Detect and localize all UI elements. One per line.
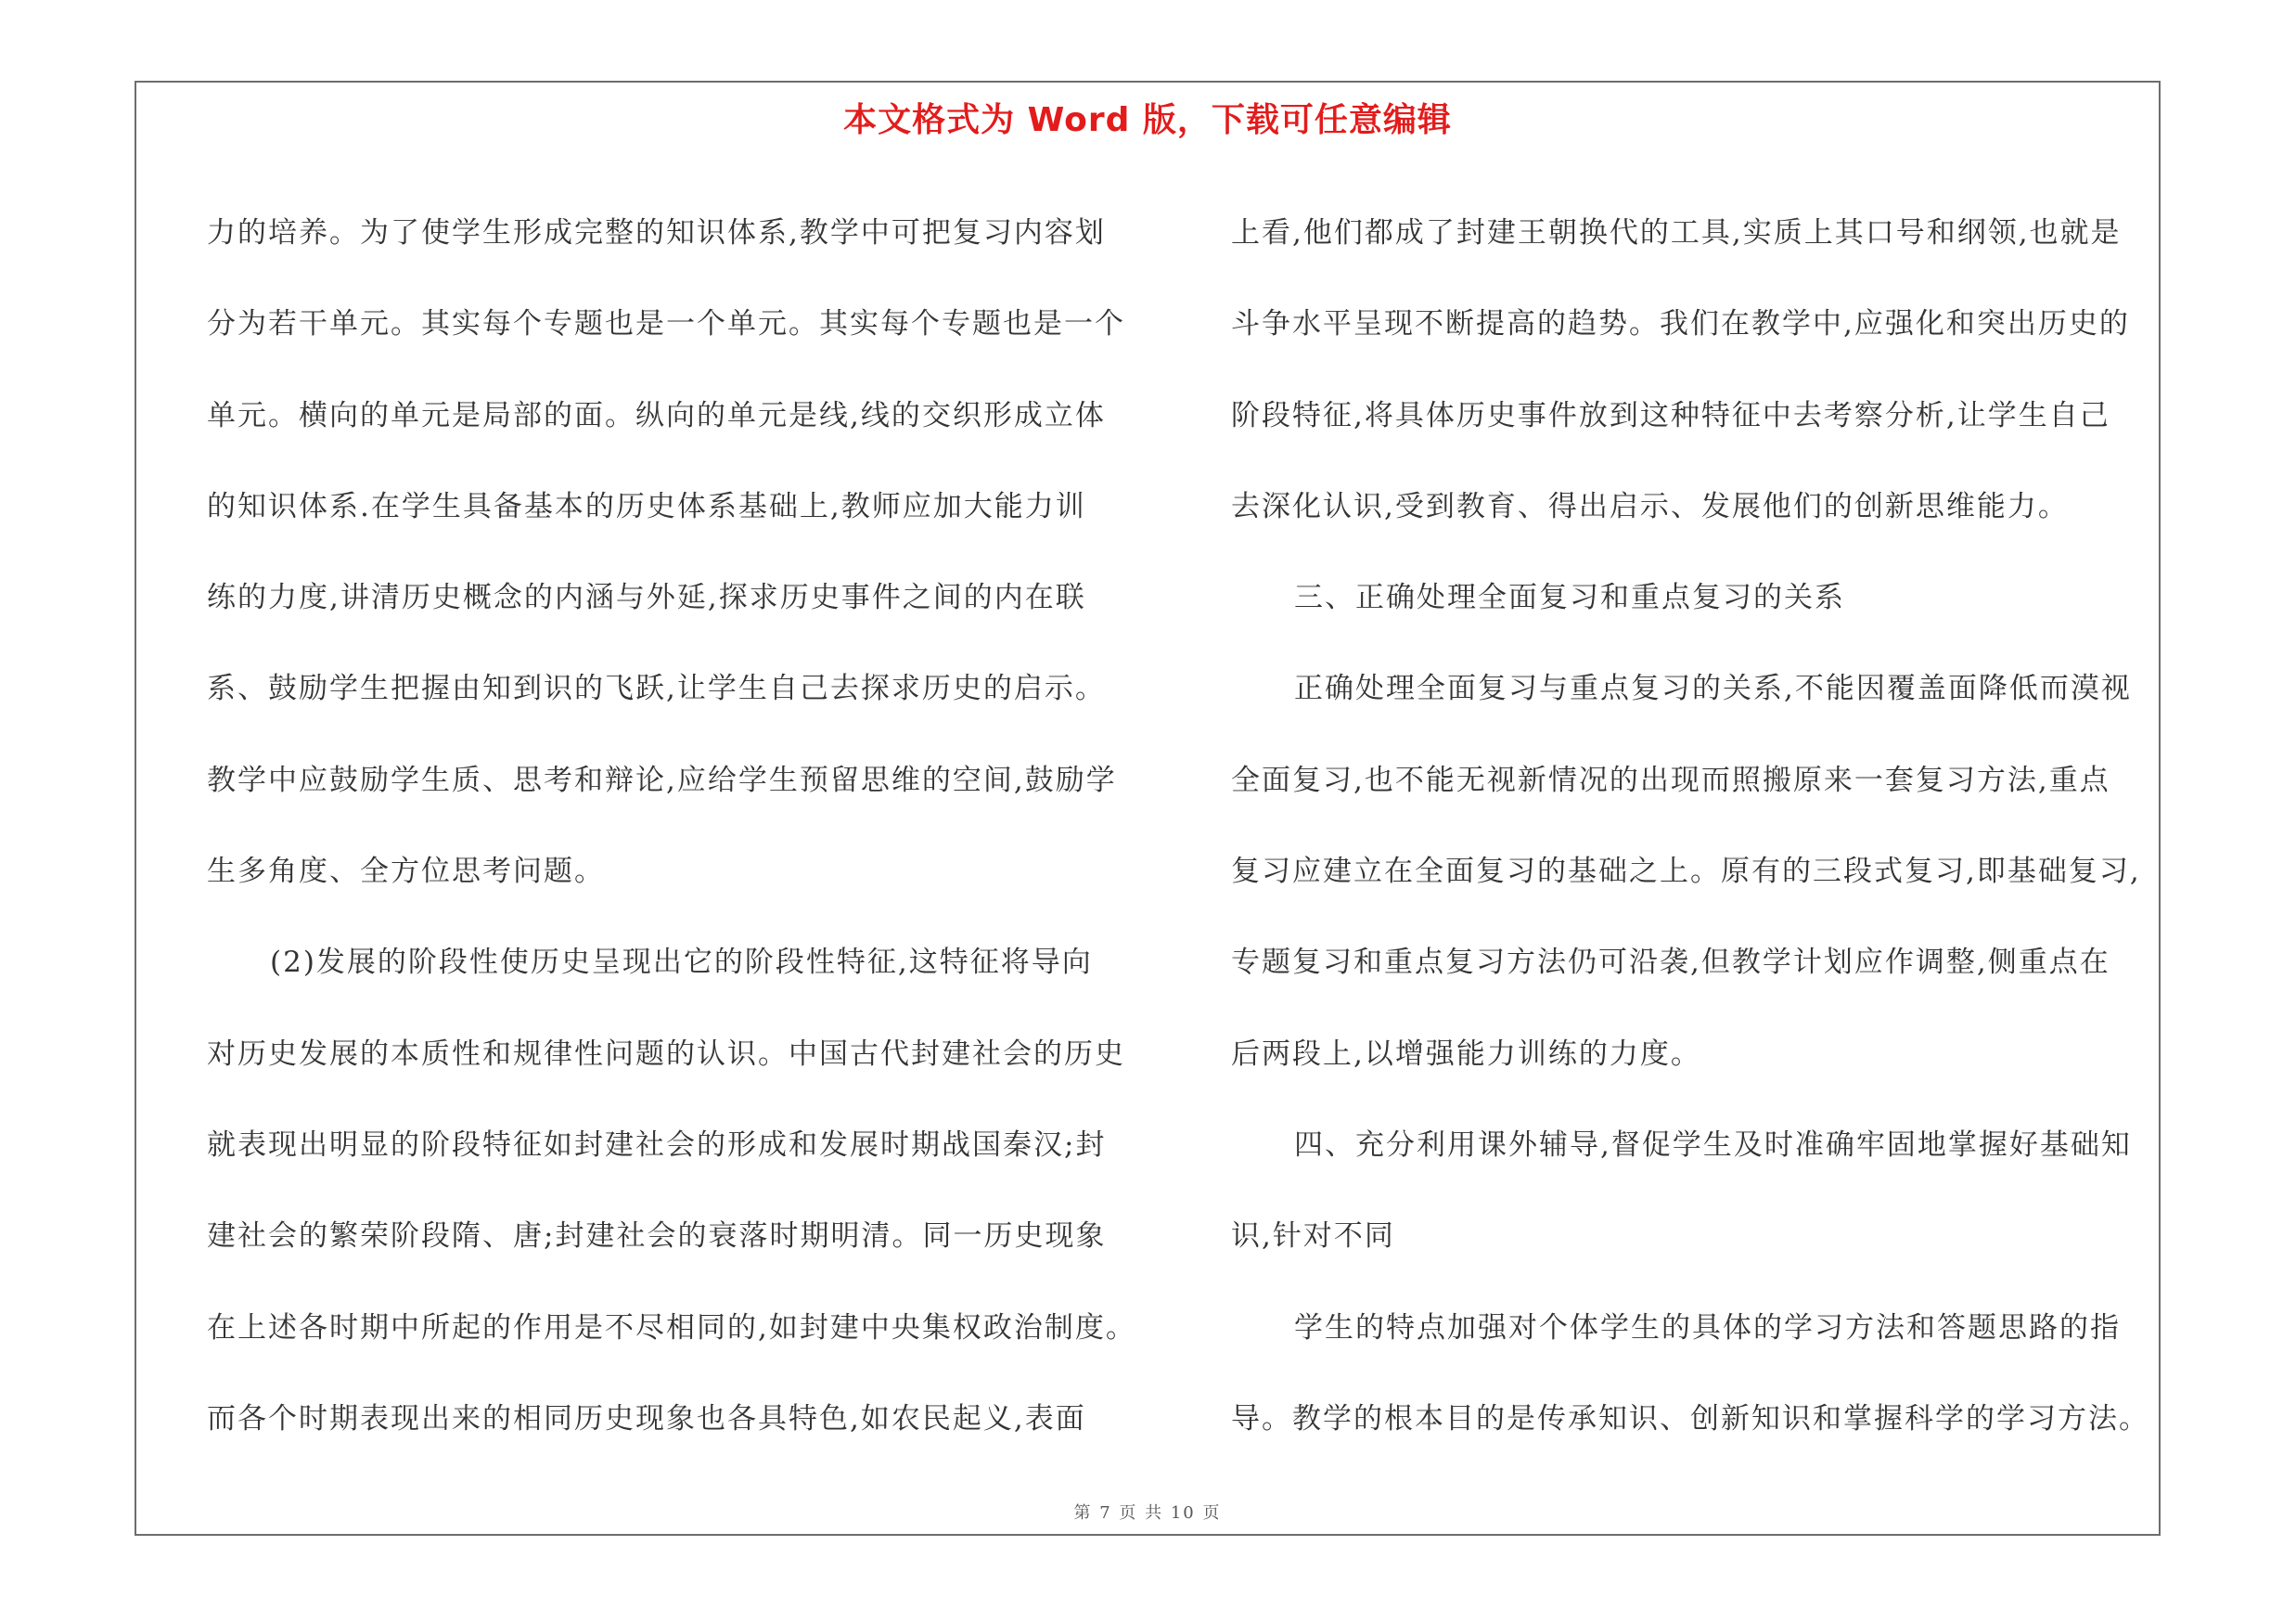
format-banner: 本文格式为 Word 版，下载可任意编辑 bbox=[843, 101, 1452, 139]
text-line: 后两段上,以增强能力训练的力度。 bbox=[1231, 1037, 1701, 1071]
text-line: 学生的特点加强对个体学生的具体的学习方法和答题思路的指 bbox=[1294, 1310, 2121, 1345]
text-line: 四、充分利用课外辅导,督促学生及时准确牢固地掌握好基础知 bbox=[1294, 1127, 2132, 1162]
text-line: 教学中应鼓励学生质、思考和辩论,应给学生预留思维的空间,鼓励学 bbox=[207, 763, 1117, 797]
text-line: 而各个时期表现出来的相同历史现象也各具特色,如农民起义,表面 bbox=[207, 1401, 1086, 1436]
text-line: 全面复习,也不能无视新情况的出现而照搬原来一套复习方法,重点 bbox=[1231, 763, 2110, 797]
page-footer: 第 7 页 共 10 页 bbox=[1073, 1503, 1222, 1523]
text-line: 对历史发展的本质性和规律性问题的认识。中国古代封建社会的历史 bbox=[207, 1037, 1125, 1071]
text-line: 专题复习和重点复习方法仍可沿袭,但教学计划应作调整,侧重点在 bbox=[1231, 946, 2110, 980]
text-line: 去深化认识,受到教育、得出启示、发展他们的创新思维能力。 bbox=[1231, 489, 2069, 523]
page-frame bbox=[135, 81, 2161, 1536]
text-line: 练的力度,讲清历史概念的内涵与外延,探求历史事件之间的内在联 bbox=[207, 581, 1086, 615]
text-line: 在上述各时期中所起的作用是不尽相同的,如封建中央集权政治制度。 bbox=[207, 1310, 1136, 1345]
text-line: 阶段特征,将具体历史事件放到这种特征中去考察分析,让学生自己 bbox=[1231, 398, 2110, 432]
text-line: 导。教学的根本目的是传承知识、创新知识和掌握科学的学习方法。 bbox=[1231, 1401, 2149, 1436]
text-line: 单元。横向的单元是局部的面。纵向的单元是线,线的交织形成立体 bbox=[207, 398, 1106, 432]
text-line: (2)发展的阶段性使历史呈现出它的阶段性特征,这特征将导向 bbox=[270, 946, 1093, 980]
right-column bbox=[1231, 187, 2159, 1464]
text-line: 力的培养。为了使学生形成完整的知识体系,教学中可把复习内容划 bbox=[207, 216, 1106, 250]
text-line: 生多角度、全方位思考问题。 bbox=[207, 855, 605, 889]
left-column bbox=[207, 187, 1172, 1464]
text-line: 就表现出明显的阶段特征如封建社会的形成和发展时期战国秦汉;封 bbox=[207, 1127, 1107, 1162]
text-line: 三、正确处理全面复习和重点复习的关系 bbox=[1294, 581, 1845, 615]
text-line: 的知识体系.在学生具备基本的历史体系基础上,教师应加大能力训 bbox=[207, 489, 1086, 523]
text-line: 系、鼓励学生把握由知到识的飞跃,让学生自己去探求历史的启示。 bbox=[207, 672, 1106, 706]
text-line: 识,针对不同 bbox=[1231, 1219, 1395, 1254]
text-line: 斗争水平呈现不断提高的趋势。我们在教学中,应强化和突出历史的 bbox=[1231, 307, 2130, 341]
text-line: 分为若干单元。其实每个专题也是一个单元。其实每个专题也是一个 bbox=[207, 307, 1125, 341]
text-line: 复习应建立在全面复习的基础之上。原有的三段式复习,即基础复习, bbox=[1231, 855, 2141, 889]
text-line: 正确处理全面复习与重点复习的关系,不能因覆盖面降低而漠视 bbox=[1294, 672, 2132, 706]
text-line: 建社会的繁荣阶段隋、唐;封建社会的衰落时期明清。同一历史现象 bbox=[207, 1219, 1107, 1254]
text-line: 上看,他们都成了封建王朝换代的工具,实质上其口号和纲领,也就是 bbox=[1231, 216, 2122, 250]
